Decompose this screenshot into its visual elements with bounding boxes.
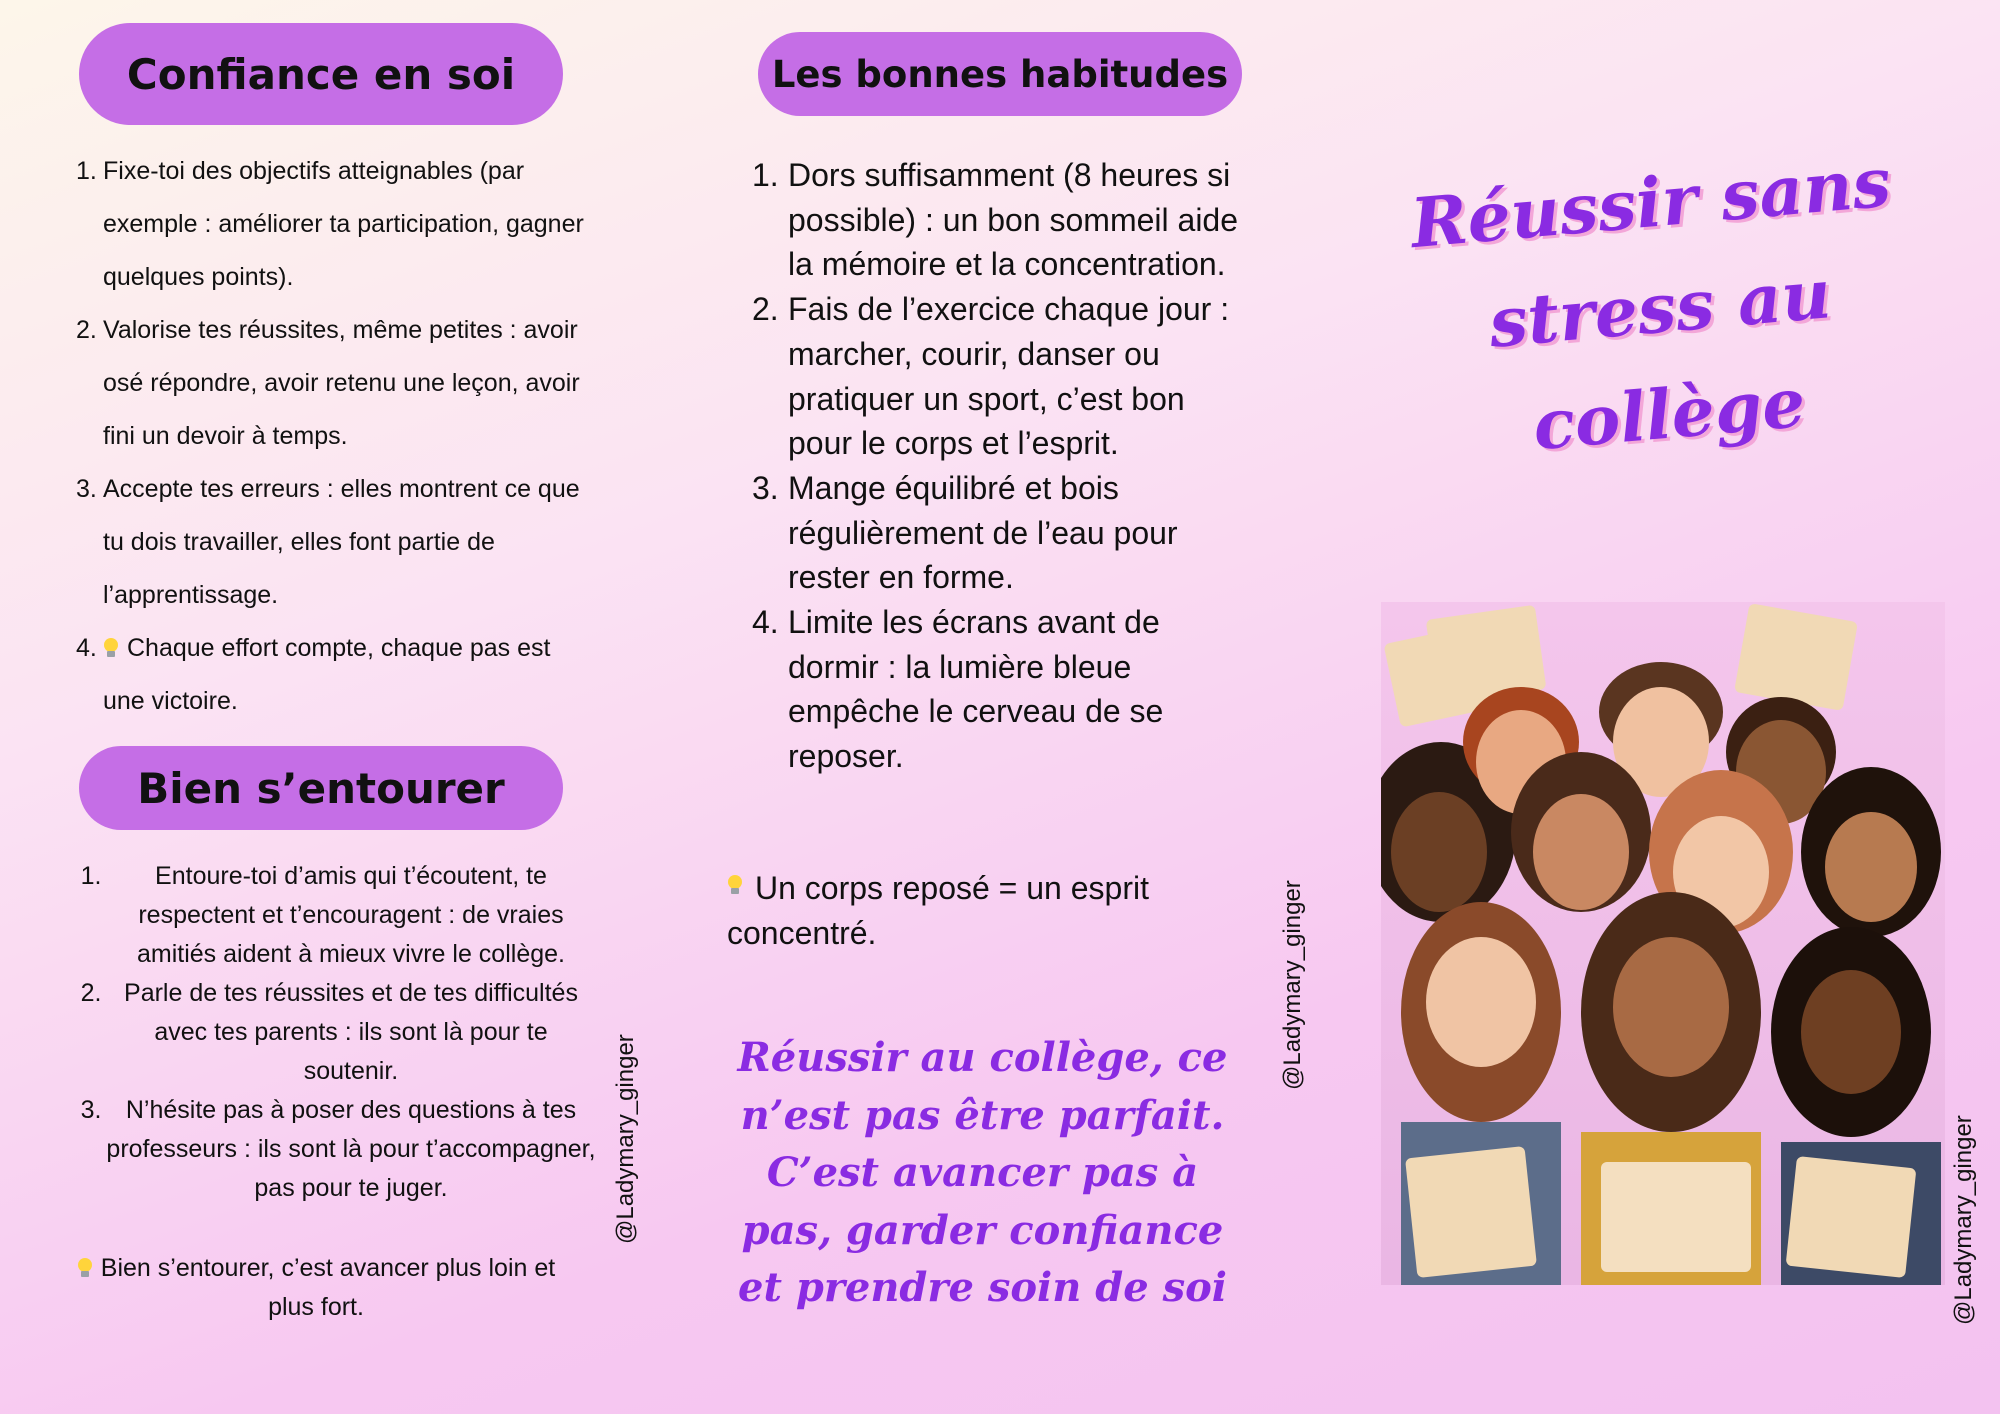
list-item: 3. Accepte tes erreurs : elles montrent ce que tu dois travailler, elles font partie de l’apprentissage. — [76, 475, 580, 609]
confiance-list — [76, 145, 596, 728]
list-item: 2. Parle de tes réussites et de tes difficultés avec tes parents : ils sont là pour te soutenir. — [80, 979, 578, 1085]
heading-entourer: Bien s’entourer — [79, 746, 563, 830]
list-item: 1. Fixe-toi des objectifs atteignables (par exemple : améliorer ta participation, gagner quelques points). — [76, 157, 584, 291]
list-item: 2. Fais de l’exercice chaque jour : marcher, courir, danser ou pratiquer un sport, c’est bon pour le corps et l’esprit. — [752, 291, 1230, 462]
list-item: 4. Limite les écrans avant de dormir : la lumière bleue empêche le cerveau de se reposer. — [752, 604, 1164, 775]
tip-habitudes: Un corps reposé = un esprit concentré. — [727, 870, 1149, 951]
lightbulb-icon — [727, 875, 747, 901]
list-item: 3. N’hésite pas à poser des questions à tes professeurs : ils sont là pour t’accompagner, pas pour te juger. — [80, 1096, 596, 1202]
list-item: 4. Chaque effort compte, chaque pas est une victoire. — [76, 634, 551, 715]
list-item: 1. Dors suffisamment (8 heures si possible) : un bon sommeil aide la mémoire et la concentration. — [752, 157, 1239, 283]
heading-habitudes: Les bonnes habitudes — [758, 32, 1242, 116]
entourer-list — [76, 857, 596, 1208]
watermark: @Ladymary_ginger — [612, 1034, 639, 1244]
watermark: @Ladymary_ginger — [1279, 880, 1306, 1090]
list-item: 2. Valorise tes réussites, même petites : avoir osé répondre, avoir retenu une leçon, avoir fini un devoir à temps. — [76, 316, 580, 450]
quote: Réussir au collège, ce n’est pas être parfait. C’est avancer pas à pas, garder confiance et prendre soin de soi — [737, 1034, 1228, 1311]
lightbulb-icon — [103, 638, 119, 658]
watermark: @Ladymary_ginger — [1950, 1115, 1977, 1325]
list-item: 3. Mange équilibré et bois régulièrement de l’eau pour rester en forme. — [752, 469, 1178, 596]
students-illustration — [1381, 602, 1945, 1285]
heading-confiance: Confiance en soi — [79, 23, 563, 125]
list-item: 1. Entoure-toi d’amis qui t’écoutent, te respectent et t’encouragent : de vraies amitiés aident à mieux vivre le collège. — [80, 862, 565, 968]
lightbulb-icon — [77, 1258, 93, 1278]
habitudes-list — [752, 153, 1252, 779]
tip-entourer: Bien s’entourer, c’est avancer plus loin et plus fort. — [62, 1249, 570, 1327]
page-title: Réussir sans stress au collège — [1407, 142, 1894, 467]
